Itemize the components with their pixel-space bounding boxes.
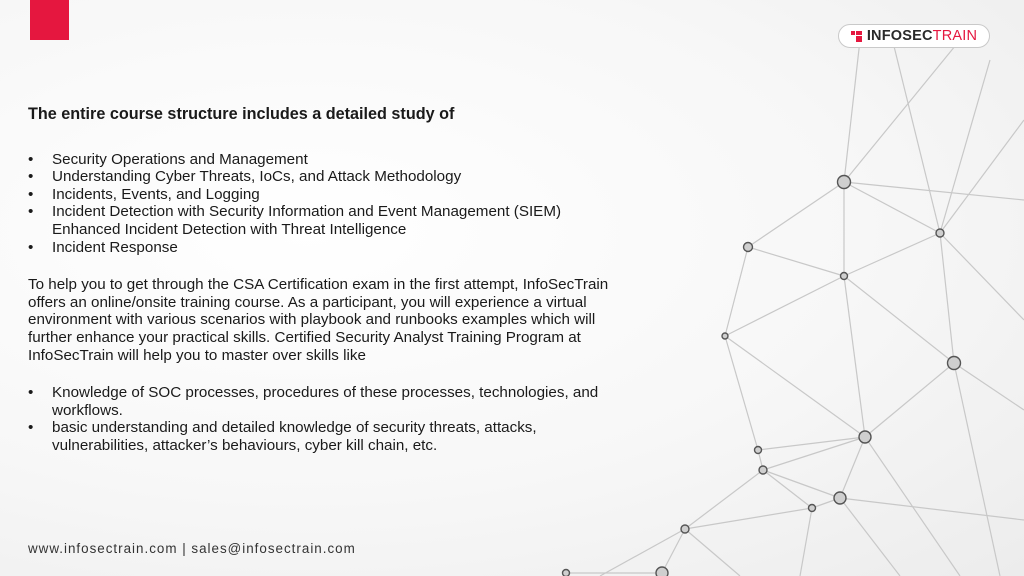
topics-list [28,151,628,257]
logo-text: INFOSECTRAIN [866,28,978,44]
list-item: • Incident Detection with Security Information and Event Management (SIEM) Enhanced Incident Detection with Threat Intelligence [28,203,562,238]
bullet-icon: • [28,168,34,186]
network-node [681,525,689,533]
course-description: To help you to get through the CSA Certification exam in the first attempt, InfoSecTrain offers an online/onsite training course. As a participant, you will experience a virtual environment with various scenarios with playbook and runbooks examples which will further enhance your practical skills. Certified Security Analyst Training Program at InfoSecTrain will help you to master over skills like [28,276,609,364]
list-item: • Security Operations and Management [28,150,308,168]
network-node [948,357,961,370]
main-content [28,106,628,455]
footer-contact: www.infosectrain.com | sales@infosectrain.com [28,541,356,556]
section-heading: The entire course structure includes a detailed study of [28,105,455,123]
bullet-icon: • [28,384,34,402]
list-item: • basic understanding and detailed knowledge of security threats, attacks, vulnerabilities, attacker’s behaviours, cyber kill chain, etc. [28,419,537,454]
logo-icon [851,31,862,42]
network-node [838,176,851,189]
bullet-icon: • [28,238,34,256]
list-item: • Incident Response [28,238,178,256]
network-node [936,229,944,237]
bullet-icon: • [28,185,34,203]
bullet-icon: • [28,150,34,168]
list-item: • Knowledge of SOC processes, procedures of these processes, technologies, and workflows. [28,384,599,419]
network-node [834,492,846,504]
bullet-icon: • [28,419,34,437]
list-item: • Incidents, Events, and Logging [28,185,260,203]
network-node [809,505,816,512]
network-node [656,567,668,576]
network-node [744,243,753,252]
list-item: • Understanding Cyber Threats, IoCs, and Attack Methodology [28,168,462,186]
bullet-icon: • [28,203,34,221]
network-node [859,431,871,443]
infosectrain-logo [838,24,990,48]
skills-list [28,384,628,454]
network-node [755,447,762,454]
network-node [759,466,767,474]
network-node [841,273,848,280]
network-lines [566,30,1024,576]
network-node [722,333,728,339]
network-node [563,570,570,576]
